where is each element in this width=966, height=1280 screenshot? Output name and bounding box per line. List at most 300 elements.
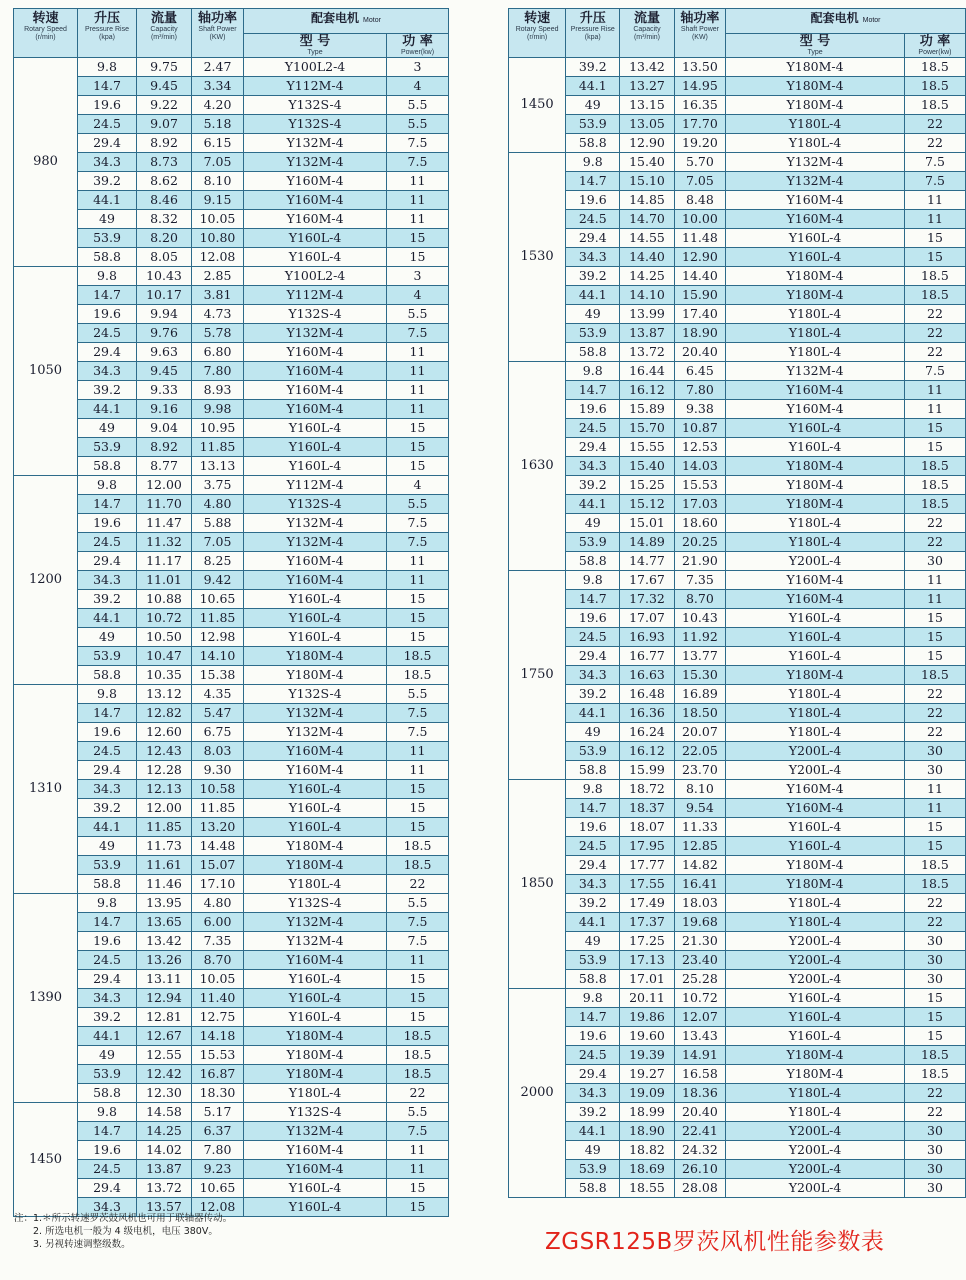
capacity-cell: 13.11: [137, 970, 192, 989]
motor-type-cell: Y180L-4: [726, 305, 905, 324]
motor-type-cell: Y160L-4: [726, 837, 905, 856]
capacity-cell: 20.11: [620, 989, 674, 1008]
capacity-cell: 18.99: [620, 1103, 674, 1122]
motor-power-cell: 7.5: [387, 1122, 449, 1141]
table-row: [509, 742, 966, 761]
motor-type-cell: Y180M-4: [726, 495, 905, 514]
header-row: [14, 9, 449, 34]
capacity-cell: 13.72: [137, 1179, 192, 1198]
shaft-power-cell: 6.80: [192, 343, 244, 362]
motor-type-cell: Y200L-4: [726, 742, 905, 761]
motor-power-cell: 15: [904, 419, 965, 438]
table-row: [509, 571, 966, 590]
capacity-cell: 16.77: [620, 647, 674, 666]
table-row: [509, 381, 966, 400]
pressure-cell: 34.3: [566, 666, 620, 685]
table-row: [14, 457, 449, 476]
capacity-cell: 10.43: [137, 267, 192, 286]
pressure-cell: 58.8: [78, 875, 137, 894]
table-row: [509, 856, 966, 875]
capacity-cell: 9.16: [137, 400, 192, 419]
pressure-cell: 24.5: [78, 1160, 137, 1179]
shaft-power-cell: 13.43: [674, 1027, 725, 1046]
motor-type-cell: Y132S-4: [244, 685, 387, 704]
table-row: [14, 77, 449, 96]
capacity-cell: 8.77: [137, 457, 192, 476]
motor-power-cell: 18.5: [387, 1027, 449, 1046]
capacity-cell: 18.69: [620, 1160, 674, 1179]
motor-power-cell: 15: [904, 989, 965, 1008]
motor-type-cell: Y112M-4: [244, 286, 387, 305]
motor-power-cell: 15: [904, 628, 965, 647]
motor-type-cell: Y132M-4: [244, 723, 387, 742]
speed-cell: 1390: [14, 894, 78, 1103]
table-row: [14, 1046, 449, 1065]
capacity-cell: 13.27: [620, 77, 674, 96]
capacity-cell: 9.33: [137, 381, 192, 400]
table-row: [14, 913, 449, 932]
capacity-cell: 13.95: [137, 894, 192, 913]
motor-power-cell: 22: [904, 723, 965, 742]
pressure-cell: 49: [566, 514, 620, 533]
pressure-cell: 39.2: [78, 381, 137, 400]
table-row: [14, 856, 449, 875]
motor-type-cell: Y160L-4: [726, 1027, 905, 1046]
motor-power-cell: 11: [387, 362, 449, 381]
table-row: [14, 248, 449, 267]
motor-power-cell: 4: [387, 286, 449, 305]
table-row: [14, 1027, 449, 1046]
motor-power-cell: 30: [904, 951, 965, 970]
table-row: [14, 932, 449, 951]
motor-type-cell: Y160L-4: [244, 590, 387, 609]
table-row: [14, 704, 449, 723]
pressure-cell: 44.1: [566, 913, 620, 932]
performance-table-left: [13, 8, 449, 1217]
capacity-cell: 18.55: [620, 1179, 674, 1198]
pressure-cell: 14.7: [78, 286, 137, 305]
table-row: [509, 1103, 966, 1122]
capacity-cell: 12.00: [137, 799, 192, 818]
pressure-cell: 24.5: [566, 628, 620, 647]
shaft-power-cell: 5.88: [192, 514, 244, 533]
capacity-cell: 12.30: [137, 1084, 192, 1103]
capacity-cell: 17.13: [620, 951, 674, 970]
motor-type-cell: Y180M-4: [726, 875, 905, 894]
table-row: [14, 1179, 449, 1198]
capacity-cell: 11.01: [137, 571, 192, 590]
capacity-cell: 13.65: [137, 913, 192, 932]
motor-type-cell: Y180L-4: [726, 913, 905, 932]
motor-power-cell: 22: [904, 1084, 965, 1103]
motor-type-cell: Y132M-4: [244, 153, 387, 172]
capacity-cell: 13.42: [620, 58, 674, 77]
table-row: [509, 609, 966, 628]
pressure-cell: 39.2: [78, 590, 137, 609]
motor-power-cell: 11: [904, 210, 965, 229]
shaft-power-cell: 4.80: [192, 495, 244, 514]
capacity-cell: 12.82: [137, 704, 192, 723]
pressure-cell: 29.4: [78, 552, 137, 571]
shaft-power-cell: 3.81: [192, 286, 244, 305]
capacity-cell: 12.81: [137, 1008, 192, 1027]
motor-type-cell: Y160L-4: [244, 1198, 387, 1217]
shaft-power-cell: 14.18: [192, 1027, 244, 1046]
motor-type-cell: Y160M-4: [244, 761, 387, 780]
shaft-power-cell: 26.10: [674, 1160, 725, 1179]
pressure-cell: 39.2: [566, 685, 620, 704]
pressure-cell: 24.5: [78, 533, 137, 552]
motor-power-cell: 11: [387, 742, 449, 761]
pressure-cell: 53.9: [78, 438, 137, 457]
motor-type-cell: Y160M-4: [244, 172, 387, 191]
capacity-cell: 12.42: [137, 1065, 192, 1084]
capacity-cell: 17.77: [620, 856, 674, 875]
pressure-cell: 34.3: [566, 248, 620, 267]
pressure-cell: 53.9: [78, 647, 137, 666]
pressure-cell: 34.3: [78, 780, 137, 799]
header-shaft-power: 轴功率 Shaft Power (KW): [192, 9, 244, 58]
shaft-power-cell: 17.10: [192, 875, 244, 894]
table-row: [14, 1141, 449, 1160]
motor-power-cell: 15: [904, 1008, 965, 1027]
table-row: [14, 685, 449, 704]
shaft-power-cell: 11.85: [192, 438, 244, 457]
motor-power-cell: 22: [904, 305, 965, 324]
table-row: [14, 1065, 449, 1084]
capacity-cell: 8.32: [137, 210, 192, 229]
table-row: [509, 419, 966, 438]
shaft-power-cell: 7.05: [192, 533, 244, 552]
shaft-power-cell: 8.70: [192, 951, 244, 970]
motor-type-cell: Y180L-4: [726, 1084, 905, 1103]
header-pressure: 升压 Pressure Rise (kpa): [78, 9, 137, 58]
motor-type-cell: Y132S-4: [244, 495, 387, 514]
capacity-cell: 9.04: [137, 419, 192, 438]
pressure-cell: 53.9: [566, 324, 620, 343]
shaft-power-cell: 6.45: [674, 362, 725, 381]
capacity-cell: 17.49: [620, 894, 674, 913]
capacity-cell: 14.10: [620, 286, 674, 305]
shaft-power-cell: 10.05: [192, 210, 244, 229]
capacity-cell: 17.55: [620, 875, 674, 894]
motor-type-cell: Y180M-4: [244, 1046, 387, 1065]
speed-cell: 980: [14, 58, 78, 267]
motor-type-cell: Y200L-4: [726, 932, 905, 951]
motor-type-cell: Y160M-4: [244, 742, 387, 761]
table-row: [14, 533, 449, 552]
motor-power-cell: 18.5: [904, 1046, 965, 1065]
shaft-power-cell: 20.07: [674, 723, 725, 742]
shaft-power-cell: 14.03: [674, 457, 725, 476]
capacity-cell: 15.10: [620, 172, 674, 191]
header-motor: 配套电机 Motor: [726, 9, 966, 34]
table-row: [509, 628, 966, 647]
table-row: [509, 704, 966, 723]
shaft-power-cell: 10.43: [674, 609, 725, 628]
shaft-power-cell: 12.98: [192, 628, 244, 647]
capacity-cell: 15.55: [620, 438, 674, 457]
motor-power-cell: 7.5: [387, 932, 449, 951]
shaft-power-cell: 24.32: [674, 1141, 725, 1160]
table-row: [509, 153, 966, 172]
table-row: [509, 362, 966, 381]
table-row: [14, 780, 449, 799]
table-row: [14, 172, 449, 191]
motor-power-cell: 15: [387, 419, 449, 438]
header-type: 型 号 Type: [726, 33, 905, 58]
capacity-cell: 11.73: [137, 837, 192, 856]
table-row: [509, 438, 966, 457]
page-title: ZGSR125B罗茨风机性能参数表: [545, 1229, 885, 1255]
motor-type-cell: Y160L-4: [244, 248, 387, 267]
shaft-power-cell: 16.89: [674, 685, 725, 704]
capacity-cell: 19.27: [620, 1065, 674, 1084]
capacity-cell: 10.50: [137, 628, 192, 647]
shaft-power-cell: 23.40: [674, 951, 725, 970]
pressure-cell: 44.1: [78, 400, 137, 419]
motor-type-cell: Y180L-4: [726, 514, 905, 533]
pressure-cell: 39.2: [78, 799, 137, 818]
pressure-cell: 39.2: [566, 267, 620, 286]
pressure-cell: 24.5: [566, 837, 620, 856]
pressure-cell: 19.6: [566, 191, 620, 210]
header-type: 型 号 Type: [244, 33, 387, 58]
motor-power-cell: 15: [387, 457, 449, 476]
shaft-power-cell: 7.05: [674, 172, 725, 191]
capacity-cell: 15.89: [620, 400, 674, 419]
table-row: [509, 837, 966, 856]
pressure-cell: 44.1: [566, 495, 620, 514]
shaft-power-cell: 6.75: [192, 723, 244, 742]
table-row: [14, 628, 449, 647]
capacity-cell: 14.25: [620, 267, 674, 286]
capacity-cell: 8.05: [137, 248, 192, 267]
motor-type-cell: Y180M-4: [726, 856, 905, 875]
capacity-cell: 8.92: [137, 134, 192, 153]
pressure-cell: 29.4: [566, 856, 620, 875]
shaft-power-cell: 14.48: [192, 837, 244, 856]
pressure-cell: 19.6: [78, 723, 137, 742]
table-row: [14, 419, 449, 438]
shaft-power-cell: 10.72: [674, 989, 725, 1008]
table-row: [509, 951, 966, 970]
pressure-cell: 24.5: [566, 419, 620, 438]
motor-type-cell: Y200L-4: [726, 970, 905, 989]
motor-power-cell: 5.5: [387, 894, 449, 913]
shaft-power-cell: 17.40: [674, 305, 725, 324]
capacity-cell: 9.75: [137, 58, 192, 77]
motor-power-cell: 5.5: [387, 685, 449, 704]
capacity-cell: 15.99: [620, 761, 674, 780]
motor-power-cell: 15: [387, 248, 449, 267]
motor-power-cell: 22: [904, 913, 965, 932]
motor-power-cell: 18.5: [387, 1046, 449, 1065]
pressure-cell: 29.4: [78, 343, 137, 362]
shaft-power-cell: 19.20: [674, 134, 725, 153]
table-row: [14, 115, 449, 134]
motor-power-cell: 15: [387, 799, 449, 818]
capacity-cell: 12.90: [620, 134, 674, 153]
motor-power-cell: 22: [387, 875, 449, 894]
capacity-cell: 19.09: [620, 1084, 674, 1103]
motor-type-cell: Y160M-4: [244, 1141, 387, 1160]
pressure-cell: 44.1: [566, 286, 620, 305]
shaft-power-cell: 17.70: [674, 115, 725, 134]
shaft-power-cell: 7.80: [192, 1141, 244, 1160]
table-row: [14, 343, 449, 362]
table-row: [509, 666, 966, 685]
pressure-cell: 49: [78, 210, 137, 229]
footnote-3: 3. 另视转速调整级数。: [33, 1239, 131, 1250]
pressure-cell: 29.4: [566, 1065, 620, 1084]
pressure-cell: 49: [566, 932, 620, 951]
motor-type-cell: Y180L-4: [726, 894, 905, 913]
motor-power-cell: 7.5: [387, 704, 449, 723]
motor-power-cell: 15: [387, 590, 449, 609]
motor-power-cell: 7.5: [387, 913, 449, 932]
shaft-power-cell: 2.47: [192, 58, 244, 77]
motor-type-cell: Y160M-4: [244, 951, 387, 970]
motor-type-cell: Y180L-4: [726, 115, 905, 134]
motor-type-cell: Y160M-4: [726, 799, 905, 818]
pressure-cell: 49: [78, 419, 137, 438]
motor-power-cell: 30: [904, 970, 965, 989]
capacity-cell: 9.94: [137, 305, 192, 324]
motor-type-cell: Y180M-4: [726, 286, 905, 305]
motor-type-cell: Y132M-4: [244, 913, 387, 932]
pressure-cell: 53.9: [566, 742, 620, 761]
capacity-cell: 15.40: [620, 153, 674, 172]
shaft-power-cell: 28.08: [674, 1179, 725, 1198]
shaft-power-cell: 9.15: [192, 191, 244, 210]
motor-power-cell: 15: [904, 818, 965, 837]
motor-type-cell: Y180L-4: [244, 875, 387, 894]
motor-power-cell: 11: [387, 381, 449, 400]
shaft-power-cell: 21.90: [674, 552, 725, 571]
motor-power-cell: 15: [904, 438, 965, 457]
pressure-cell: 49: [566, 305, 620, 324]
motor-power-cell: 15: [387, 1008, 449, 1027]
motor-type-cell: Y160M-4: [726, 571, 905, 590]
table-row: [14, 552, 449, 571]
capacity-cell: 8.92: [137, 438, 192, 457]
table-row: [509, 115, 966, 134]
table-row: [509, 989, 966, 1008]
pressure-cell: 9.8: [566, 362, 620, 381]
shaft-power-cell: 13.13: [192, 457, 244, 476]
table-row: [509, 1084, 966, 1103]
shaft-power-cell: 8.10: [674, 780, 725, 799]
motor-power-cell: 30: [904, 1179, 965, 1198]
pressure-cell: 34.3: [78, 989, 137, 1008]
motor-power-cell: 5.5: [387, 305, 449, 324]
pressure-cell: 58.8: [566, 970, 620, 989]
motor-power-cell: 11: [387, 761, 449, 780]
pressure-cell: 24.5: [78, 115, 137, 134]
capacity-cell: 17.67: [620, 571, 674, 590]
pressure-cell: 9.8: [566, 153, 620, 172]
capacity-cell: 9.45: [137, 362, 192, 381]
pressure-cell: 24.5: [78, 951, 137, 970]
capacity-cell: 15.01: [620, 514, 674, 533]
capacity-cell: 16.48: [620, 685, 674, 704]
capacity-cell: 8.46: [137, 191, 192, 210]
table-row: [509, 77, 966, 96]
capacity-cell: 13.26: [137, 951, 192, 970]
capacity-cell: 10.47: [137, 647, 192, 666]
motor-power-cell: 15: [904, 248, 965, 267]
motor-type-cell: Y132M-4: [244, 533, 387, 552]
table-row: [14, 438, 449, 457]
motor-type-cell: Y180M-4: [726, 77, 905, 96]
pressure-cell: 44.1: [566, 1122, 620, 1141]
capacity-cell: 14.55: [620, 229, 674, 248]
motor-type-cell: Y180M-4: [244, 1027, 387, 1046]
pressure-cell: 19.6: [78, 932, 137, 951]
pressure-cell: 39.2: [78, 172, 137, 191]
table-row: [509, 647, 966, 666]
motor-power-cell: 11: [904, 571, 965, 590]
capacity-cell: 18.82: [620, 1141, 674, 1160]
pressure-cell: 19.6: [566, 818, 620, 837]
shaft-power-cell: 13.50: [674, 58, 725, 77]
pressure-cell: 29.4: [566, 229, 620, 248]
speed-cell: 1450: [509, 58, 566, 153]
motor-type-cell: Y132M-4: [244, 1122, 387, 1141]
capacity-cell: 19.86: [620, 1008, 674, 1027]
motor-power-cell: 18.5: [904, 96, 965, 115]
table-row: [509, 324, 966, 343]
shaft-power-cell: 8.03: [192, 742, 244, 761]
motor-power-cell: 22: [904, 533, 965, 552]
shaft-power-cell: 4.20: [192, 96, 244, 115]
shaft-power-cell: 3.75: [192, 476, 244, 495]
shaft-power-cell: 3.34: [192, 77, 244, 96]
capacity-cell: 11.47: [137, 514, 192, 533]
shaft-power-cell: 20.40: [674, 1103, 725, 1122]
header-power: 功 率 Power(kw): [904, 33, 965, 58]
pressure-cell: 14.7: [78, 1122, 137, 1141]
motor-type-cell: Y132S-4: [244, 305, 387, 324]
motor-power-cell: 18.5: [387, 666, 449, 685]
capacity-cell: 18.72: [620, 780, 674, 799]
shaft-power-cell: 7.80: [674, 381, 725, 400]
motor-type-cell: Y132S-4: [244, 96, 387, 115]
pressure-cell: 58.8: [566, 134, 620, 153]
motor-power-cell: 5.5: [387, 115, 449, 134]
motor-power-cell: 7.5: [904, 172, 965, 191]
shaft-power-cell: 17.03: [674, 495, 725, 514]
table-row: [14, 742, 449, 761]
pressure-cell: 39.2: [78, 1008, 137, 1027]
table-row: [14, 210, 449, 229]
pressure-cell: 44.1: [78, 1027, 137, 1046]
capacity-cell: 17.37: [620, 913, 674, 932]
pressure-cell: 58.8: [78, 457, 137, 476]
motor-type-cell: Y180L-4: [726, 343, 905, 362]
table-row: [509, 723, 966, 742]
motor-type-cell: Y180L-4: [726, 685, 905, 704]
motor-type-cell: Y160L-4: [726, 229, 905, 248]
table-row: [509, 134, 966, 153]
shaft-power-cell: 4.80: [192, 894, 244, 913]
pressure-cell: 9.8: [78, 1103, 137, 1122]
motor-power-cell: 22: [904, 324, 965, 343]
pressure-cell: 14.7: [566, 1008, 620, 1027]
motor-power-cell: 11: [387, 1160, 449, 1179]
pressure-cell: 53.9: [566, 533, 620, 552]
